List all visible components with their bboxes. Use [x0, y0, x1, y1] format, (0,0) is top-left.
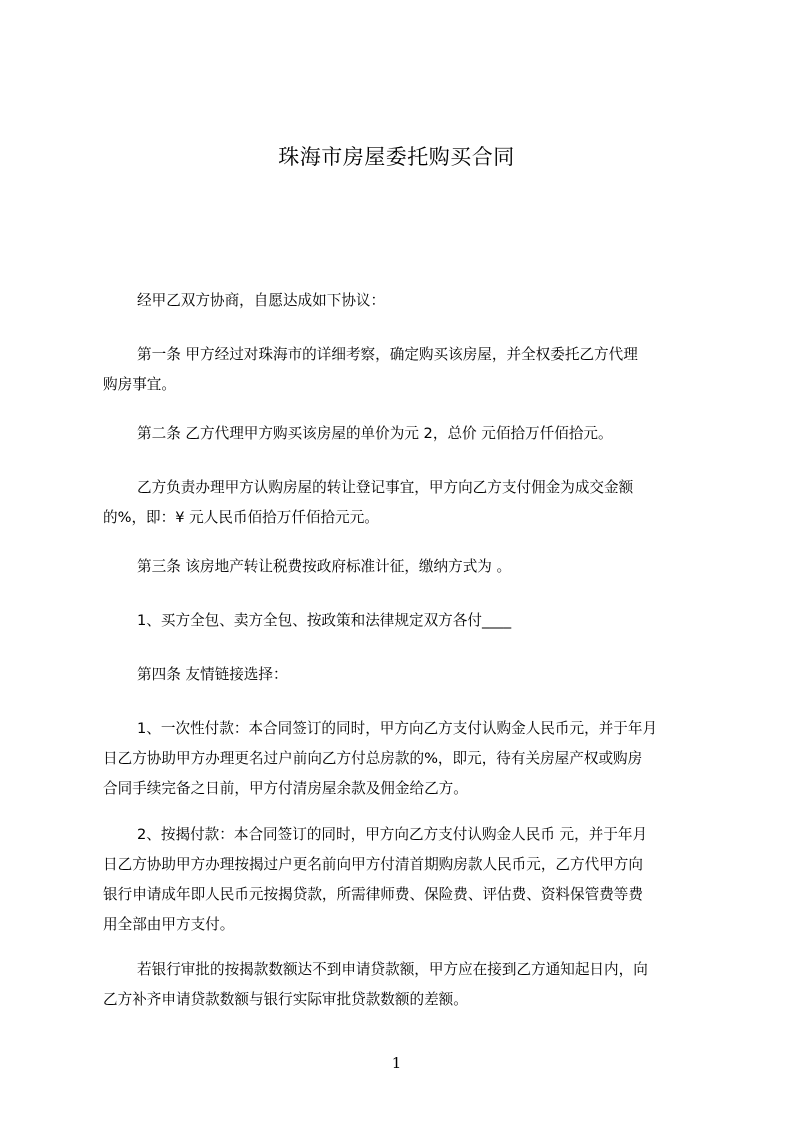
paragraph-line: 乙方负责办理甲方认购房屋的转让登记事宜，甲方向乙方支付佣金为成交金额 — [137, 479, 634, 496]
agreement-intro — [103, 286, 703, 316]
clause-2 — [103, 419, 703, 449]
paragraph-line: 若银行审批的按揭款数额达不到申请贷款额，甲方应在接到乙方通知起日内，向 — [137, 961, 648, 978]
paragraph-line: 第二条 乙方代理甲方购买该房屋的单价为元 2，总价 元佰拾万仟佰拾元。 — [137, 425, 613, 442]
commission-paragraph — [103, 473, 703, 533]
paragraph-line: 第一条 甲方经过对珠海市的详细考察，确定购买该房屋，并全权委托乙方代理 — [137, 346, 638, 363]
paragraph-line: 合同手续完备之日前，甲方付清房屋余款及佣金给乙方。 — [103, 780, 468, 797]
clause-4 — [103, 660, 703, 690]
paragraph-line: 用全部由甲方支付。 — [103, 916, 235, 933]
page-number: 1 — [391, 1054, 402, 1072]
clause-1 — [103, 340, 703, 400]
paragraph-line: 第四条 友情链接选择： — [137, 666, 288, 683]
payment-option-mortgage — [103, 820, 703, 940]
tax-payment-options — [103, 606, 703, 636]
paragraph-line: 1、一次性付款：本合同签订的同时，甲方向乙方支付认购金人民币元，并于年月 — [137, 720, 658, 737]
paragraph-line: 第三条 该房地产转让税费按政府标准计征，缴纳方式为 。 — [137, 558, 512, 575]
clause-3 — [103, 552, 703, 582]
paragraph-line: 经甲乙双方协商，自愿达成如下协议： — [137, 292, 386, 309]
loan-shortfall-paragraph — [103, 955, 703, 1015]
paragraph-line: 日乙方协助甲方办理按揭过户更名前向甲方付清首期购房款人民币元，乙方代甲方向 — [103, 856, 643, 873]
document-title: 珠海市房屋委托购买合同 — [278, 145, 515, 169]
paragraph-line: 购房事宜。 — [103, 376, 176, 393]
paragraph-line: 的%，即：¥ 元人民币佰拾万仟佰拾元元。 — [103, 509, 379, 526]
paragraph-line: 乙方补齐申请贷款数额与银行实际审批贷款数额的差额。 — [103, 991, 468, 1008]
payment-option-lump-sum — [103, 714, 703, 804]
paragraph-line: 日乙方协助甲方办理更名过户前向乙方付总房款的%，即元，待有关房屋产权或购房 — [103, 750, 643, 767]
paragraph-line: 2、按揭付款：本合同签订的同时，甲方向乙方支付认购金人民币 元，并于年月 — [137, 826, 648, 843]
paragraph-line: 银行申请成年即人民币元按揭贷款，所需律师费、保险费、评估费、资料保管费等费 — [103, 886, 643, 903]
paragraph-line: 1、买方全包、卖方全包、按政策和法律规定双方各付____ — [137, 612, 512, 629]
